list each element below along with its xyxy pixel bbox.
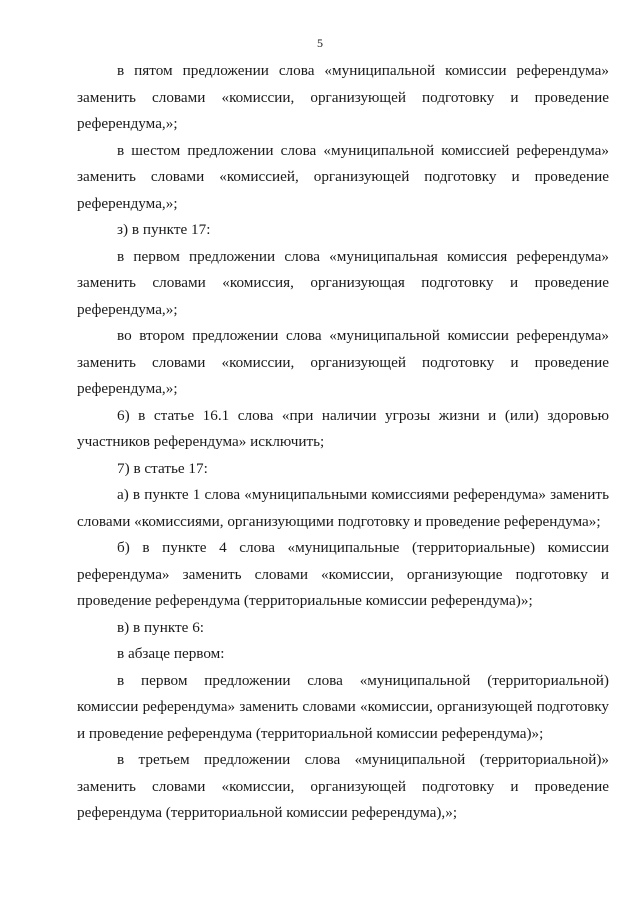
paragraph: б) в пункте 4 слова «муниципальные (территориальные) комиссии референдума» заменить словами «комиссии, организующие подготовку и проведение референдума (территориальные комиссии референдума)»; [77,539,609,609]
paragraph: в пятом предложении слова «муниципальной комиссии референдума» заменить словами «комиссии, организующей подготовку и проведение референдума,»; [77,62,609,132]
paragraph: в абзаце первом: [117,645,225,662]
paragraph: в третьем предложении слова «муниципальной (территориальной)» заменить словами «комиссии, организующей подготовку и проведение референдума (территориальной комиссии референдума),»; [77,751,609,821]
paragraph: з) в пункте 17: [117,221,211,238]
paragraph: в) в пункте 6: [117,618,205,636]
paragraph: во втором предложении слова «муниципальной комиссии референдума» заменить словами «комиссии, организующей подготовку и проведение референдума,»; [77,327,609,397]
paragraph: 6) в статье 16.1 слова «при наличии угрозы жизни и (или) здоровью участников референдума» исключить; [77,406,609,450]
paragraph: в первом предложении слова «муниципальная комиссия референдума» заменить словами «комиссия, организующая подготовку и проведение референдума,»; [77,247,609,318]
paragraph: в шестом предложении слова «муниципальной комиссией референдума» заменить словами «комиссией, организующей подготовку и проведение референдума,»; [77,141,609,212]
paragraph: 7) в статье 17: [117,459,208,477]
paragraph: а) в пункте 1 слова «муниципальными комиссиями референдума» заменить словами «комиссиями, организующими подготовку и проведение референдума»; [77,486,609,530]
document-body [77,58,609,827]
page-number: 5 [317,36,323,50]
paragraph: в первом предложении слова «муниципальной (территориальной) комиссии референдума» заменить словами «комиссии, организующей подготовку и проведение референдума (территориальной комиссии референдума)»; [77,671,609,742]
